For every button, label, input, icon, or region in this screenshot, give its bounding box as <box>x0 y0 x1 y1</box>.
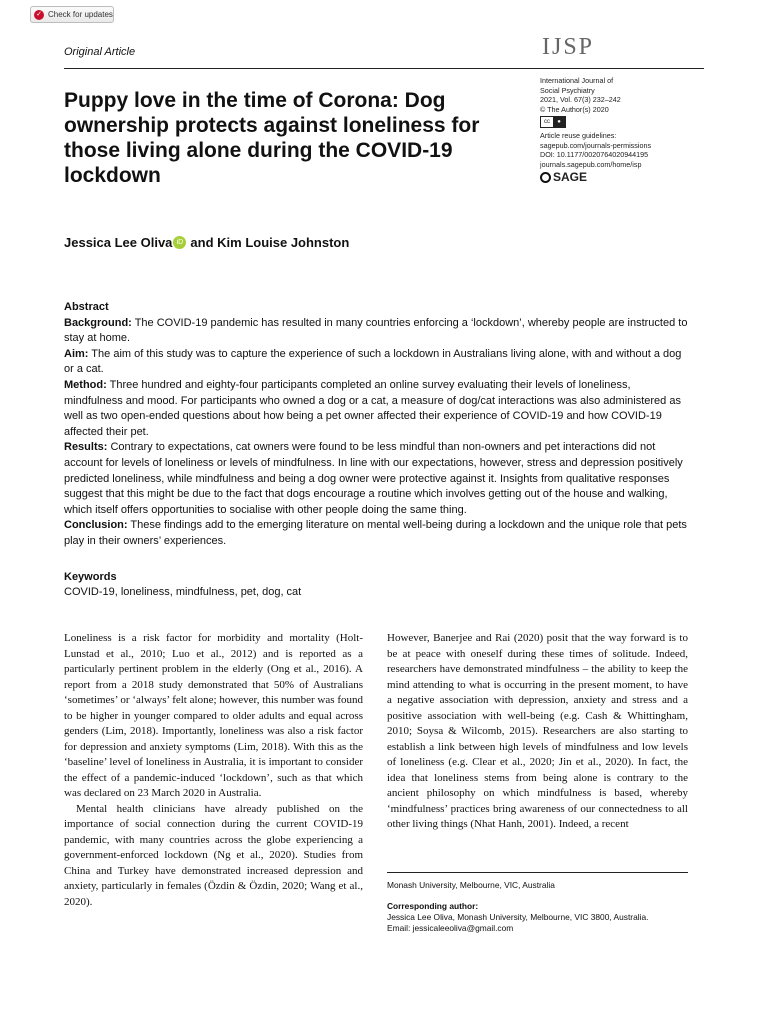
header-rule <box>64 68 704 69</box>
journal-meta <box>540 76 730 183</box>
journal-name-line2: Social Psychiatry <box>540 85 595 95</box>
reuse-link[interactable]: sagepub.com/journals-permissions <box>540 140 652 150</box>
volume-info: 2021, Vol. 67(3) 232–242 <box>540 95 621 104</box>
article-title: Puppy love in the time of Corona: Dog ownership protects against loneliness for those living alone during the COVID-19 lockdown <box>64 89 480 187</box>
check-for-updates-label: Check for updates <box>48 10 113 19</box>
journal-home-link[interactable]: journals.sagepub.com/home/isp <box>540 159 642 169</box>
sage-logo <box>540 169 730 184</box>
authors <box>64 235 349 250</box>
abstract-heading: Abstract <box>64 301 109 313</box>
footnote-rule <box>387 872 688 873</box>
results-text: Contrary to expectations, cat owners were found to be less mindful than non-owners and pet interactions did not account for levels of loneliness or levels of mindfulness. In line with our expectations, however, stress and depression positively predicted loneliness, while mindfulness and being a dog owner were protective against it. Insights from qualitative responses suggest that this might be due to the fact that dogs encourage a routine which involves getting out of the house and walking, which itself offers opportunities to socialise with other people doing the same thing. <box>64 441 683 516</box>
corresponding-email[interactable]: Email: jessicaleeoliva@gmail.com <box>387 923 514 933</box>
keywords-heading: Keywords <box>64 571 117 583</box>
keywords <box>64 570 684 600</box>
abstract-aim <box>64 347 688 378</box>
journal-logo: IJSP <box>542 34 595 60</box>
body-paragraph: Loneliness is a risk factor for morbidity and mortality (Holt-Lunstad et al., 2010; Luo et al., 2012) and is reported as a particularly pertinent problem in the elderly (Ong et al., 2016). A report from a 2018 study demonstrated that 50% of Australians ‘sometimes’ or ‘always’ felt alone; however, this number was found to be higher in younger compared to older adults and equal across genders (Lim, 2018). Importantly, loneliness was also a risk factor for depression and anxiety symptoms (Lim, 2018). With this as the ‘baseline’ level of loneliness in Australia, it is important to consider the effect of a pandemic-induced ‘lockdown’, such as that which was declared on 23 March 2020 in Australia. <box>64 632 363 799</box>
body-column-right <box>387 631 688 833</box>
copyright: © The Author(s) 2020 <box>540 104 609 114</box>
conclusion-label: Conclusion: <box>64 519 128 532</box>
background-label: Background: <box>64 316 132 329</box>
abstract-background <box>64 316 688 347</box>
doi[interactable]: DOI: 10.1177/0020764020944195 <box>540 150 649 159</box>
article-type: Original Article <box>64 46 136 58</box>
body-paragraph: Mental health clinicians have already published on the importance of social connection during the current COVID-19 pandemic, with many countries across the globe experiencing a government-enforced lockdown (Ng et al., 2020). Studies from China and Turkey have demonstrated increased depression and anxiety, particularly in females (Özdin & Özdin, 2020; Wang et al., 2020). <box>64 802 363 908</box>
results-label: Results: <box>64 441 108 454</box>
abstract-results <box>64 440 688 518</box>
aim-text: The aim of this study was to capture the experience of such a lockdown in Australians living alone, with and without a dog or a cat. <box>64 347 682 376</box>
sage-icon <box>540 172 551 183</box>
abstract-method <box>64 378 688 440</box>
abstract-conclusion <box>64 518 688 549</box>
author-name-2: and Kim Louise Johnston <box>190 235 350 250</box>
creative-commons-icon: cc ● <box>540 116 566 128</box>
body-column-left <box>64 631 363 910</box>
journal-name-line1: International Journal of <box>540 76 614 85</box>
check-for-updates-button[interactable] <box>30 6 114 23</box>
abstract <box>64 300 688 550</box>
method-text: Three hundred and eighty-four participants completed an online survey evaluating their levels of loneliness, mindfulness and mood. For participants who owned a dog or a cat, a measure of dog/cat interactions was also administered as well as two open-ended questions about how being a pet owner affected their experience of COVID-19 and how COVID-19 affected their pet. <box>64 378 681 438</box>
keywords-list: COVID-19, loneliness, mindfulness, pet, dog, cat <box>64 586 302 598</box>
aim-label: Aim: <box>64 347 89 360</box>
orcid-icon[interactable]: iD <box>173 236 186 249</box>
footnote <box>387 880 697 934</box>
corresponding-address: Jessica Lee Oliva, Monash University, Melbourne, VIC 3800, Australia. <box>387 912 649 922</box>
background-text: The COVID-19 pandemic has resulted in many countries enforcing a ‘lockdown’, whereby people are instructed to stay at home. <box>64 316 688 345</box>
publisher-name: SAGE <box>553 169 588 184</box>
conclusion-text: These findings add to the emerging literature on mental well-being during a lockdown and the unique role that pets play in their owners’ experiences. <box>64 519 687 547</box>
crossmark-icon: ✓ <box>34 10 44 20</box>
body-paragraph: However, Banerjee and Rai (2020) posit that the way forward is to be at peace with oneself during these times of solitude. Indeed, researchers have demonstrated mindfulness – the ability to keep the mind attending to what is occurring in the present moment, to have a negative association with depression, anxiety and stress and a positive association with well-being (e.g. Cash & Whittingham, 2010; Soysa & Wilcomb, 2015). Researchers are also starting to establish a link between high levels of mindfulness and low levels of loneliness (e.g. Clear et al., 2020; Jin et al., 2020). In fact, the idea that loneliness stems from being alone is contrary to the ancient philosophy on which mindfulness is based, whereby ‘mindfulness’ practices bring awareness of our connectedness to all other living things (Nhat Hanh, 2001). Indeed, a recent <box>387 632 688 830</box>
reuse-label: Article reuse guidelines: <box>540 131 617 140</box>
affiliation: Monash University, Melbourne, VIC, Australia <box>387 880 555 890</box>
method-label: Method: <box>64 378 107 391</box>
corresponding-author-label: Corresponding author: <box>387 901 479 911</box>
author-name: Jessica Lee Oliva <box>64 235 173 250</box>
